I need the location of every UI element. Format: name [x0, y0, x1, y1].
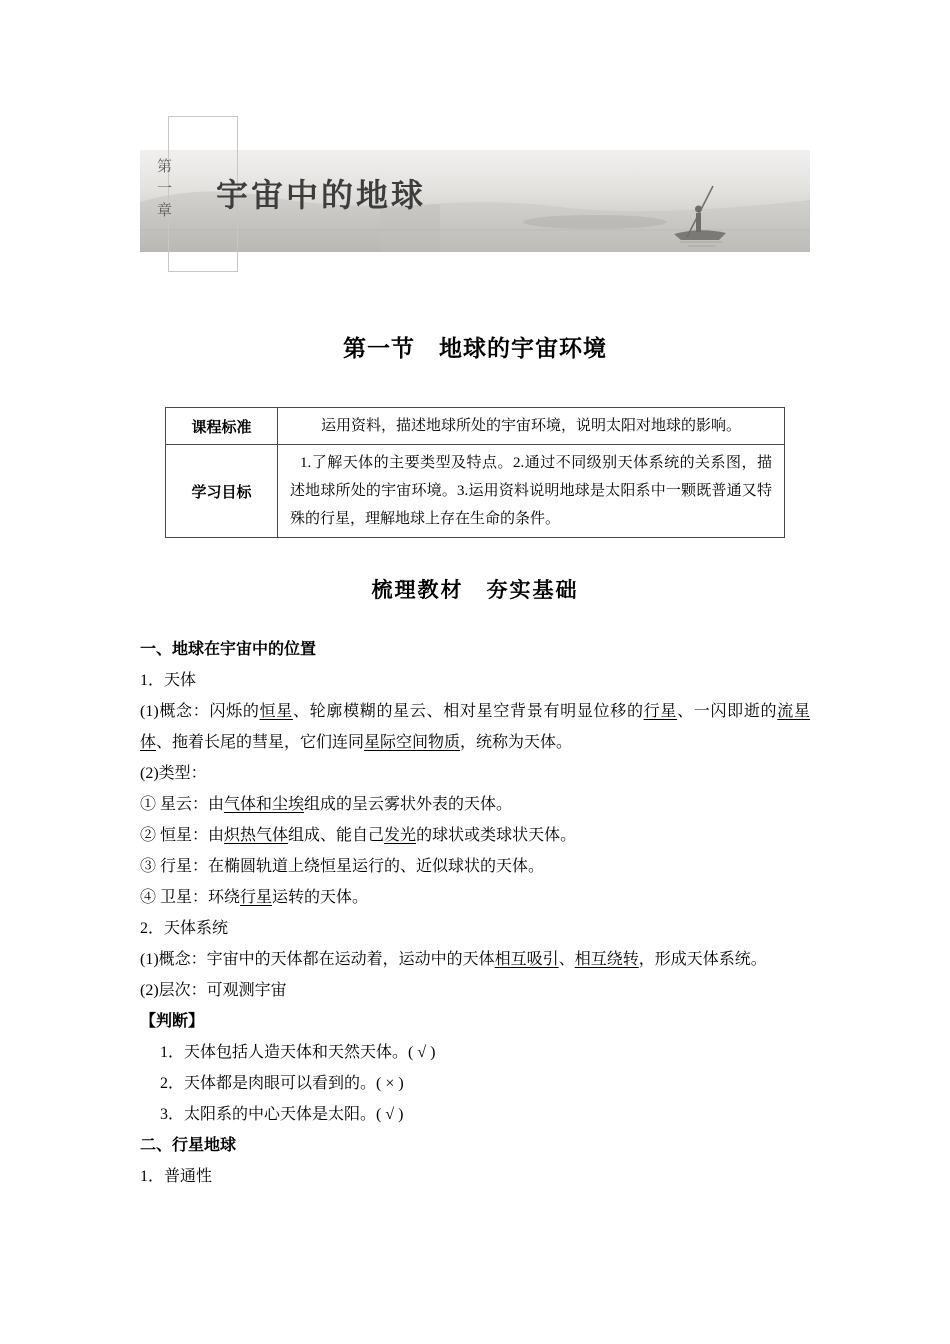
type-planet: ③ 行星：在椭圆轨道上绕恒星运行的、近似球状的天体。 — [140, 858, 545, 875]
row-content-curriculum: 运用资料，描述地球所处的宇宙环境，说明太阳对地球的影响。 — [278, 408, 785, 445]
island-shape — [523, 215, 667, 229]
judge-section-title: 【判断】 — [140, 1013, 205, 1030]
subheading: 梳理教材 夯实基础 — [371, 579, 579, 602]
judge-item-3: 3．太阳系的中心天体是太阳。( √ ) — [160, 1106, 404, 1123]
heading-position-in-universe: 一、地球在宇宙中的位置 — [140, 641, 317, 658]
standards-table — [165, 407, 785, 538]
type-nebula: ① 星云：由气体和尘埃组成的呈云雾状外表的天体。 — [140, 796, 513, 813]
label-types: (2)类型： — [140, 765, 207, 782]
row-label-goals: 学习目标 — [166, 445, 278, 538]
item-celestial-systems: 2．天体系统 — [140, 920, 229, 937]
type-satellite: ④ 卫星：环绕行星运转的天体。 — [140, 889, 369, 906]
row-label-curriculum: 课程标准 — [166, 408, 278, 445]
item-ordinariness: 1．普通性 — [140, 1168, 213, 1185]
heading-planet-earth: 二、行星地球 — [140, 1137, 237, 1154]
section-title: 第一节 地球的宇宙环境 — [343, 335, 607, 361]
chapter-title: 宇宙中的地球 — [216, 177, 427, 213]
judge-item-1: 1．天体包括人造天体和天然天体。( √ ) — [160, 1044, 436, 1061]
chapter-number-label: 第一章 — [155, 158, 172, 224]
row-content-goals: 1.了解天体的主要类型及特点。2.通过不同级别天体系统的关系图，描述地球所处的宇宙环境。3.运用资料说明地球是太阳系中一颗既普通又特殊的行星，理解地球上存在生命的条件。 — [278, 445, 785, 538]
label-levels: (2)层次：可观测宇宙 — [140, 982, 287, 999]
lesson-body — [140, 634, 810, 1192]
table-row-curriculum — [166, 408, 785, 445]
paragraph-system-concept: (1)概念：宇宙中的天体都在运动着，运动中的天体相互吸引、相互绕转，形成天体系统。 — [140, 951, 767, 968]
type-star: ② 恒星：由炽热气体组成、能自己发光的球状或类球状天体。 — [140, 827, 577, 844]
paragraph-celestial-concept: (1)概念：闪烁的恒星、轮廓模糊的星云、相对星空背景有明显位移的行星、一闪即逝的流星体、拖着长尾的彗星，它们连同星际空间物质，统称为天体。 — [140, 703, 810, 751]
table-row-goals — [166, 445, 785, 538]
main-content — [140, 330, 810, 1192]
chapter-banner — [140, 114, 810, 278]
judge-item-2: 2．天体都是肉眼可以看到的。( × ) — [160, 1075, 404, 1092]
item-celestial-bodies: 1．天体 — [140, 672, 197, 689]
